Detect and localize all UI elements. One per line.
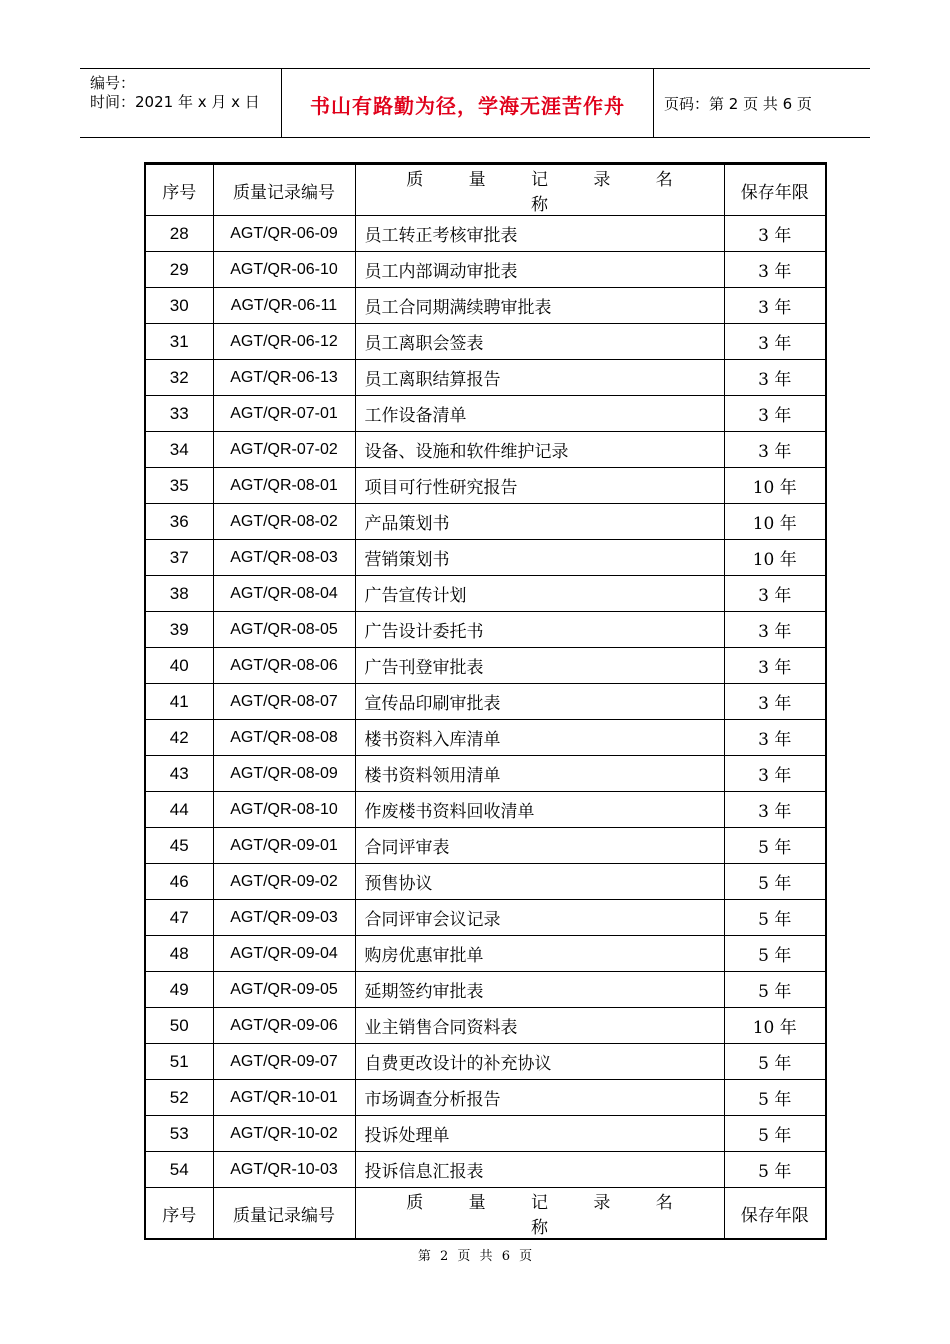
record-name: 产品策划书 [355, 504, 724, 540]
table-row [145, 648, 826, 684]
table-row [145, 576, 826, 612]
record-code: AGT/QR-10-02 [213, 1116, 355, 1152]
row-number: 28 [145, 216, 213, 252]
retention-period: 3 年 [724, 648, 826, 684]
record-name: 工作设备清单 [355, 396, 724, 432]
record-code: AGT/QR-09-05 [213, 972, 355, 1008]
row-number: 32 [145, 360, 213, 396]
record-name: 营销策划书 [355, 540, 724, 576]
row-number: 47 [145, 900, 213, 936]
retention-period: 5 年 [724, 972, 826, 1008]
record-code: AGT/QR-09-02 [213, 864, 355, 900]
header-page-number: 页码：第 2 页 共 6 页 [664, 94, 812, 113]
table-row [145, 1116, 826, 1152]
record-code: AGT/QR-09-03 [213, 900, 355, 936]
record-name: 业主销售合同资料表 [355, 1008, 724, 1044]
record-code: AGT/QR-10-01 [213, 1080, 355, 1116]
record-code: AGT/QR-08-07 [213, 684, 355, 720]
table-header-row [145, 164, 826, 216]
record-name: 宣传品印刷审批表 [355, 684, 724, 720]
retention-period: 3 年 [724, 324, 826, 360]
record-name: 市场调查分析报告 [355, 1080, 724, 1116]
table-row [145, 252, 826, 288]
slogan-text: 书山有路勤为径，学海无涯苦作舟 [310, 93, 625, 118]
retention-period: 3 年 [724, 720, 826, 756]
record-name: 员工内部调动审批表 [355, 252, 724, 288]
row-number: 36 [145, 504, 213, 540]
header-name: 质 量 记 录 名 称 [355, 164, 724, 216]
header-slogan [282, 69, 654, 137]
header-name: 质 量 记 录 名 称 [355, 1188, 724, 1240]
record-code: AGT/QR-08-03 [213, 540, 355, 576]
page-header [80, 68, 870, 138]
record-name: 广告刊登审批表 [355, 648, 724, 684]
retention-period: 3 年 [724, 216, 826, 252]
table-row [145, 396, 826, 432]
table-row [145, 1008, 826, 1044]
record-name: 员工离职结算报告 [355, 360, 724, 396]
table-row [145, 900, 826, 936]
table-row [145, 1044, 826, 1080]
table-row [145, 540, 826, 576]
row-number: 49 [145, 972, 213, 1008]
retention-period: 10 年 [724, 504, 826, 540]
row-number: 41 [145, 684, 213, 720]
row-number: 52 [145, 1080, 213, 1116]
row-number: 51 [145, 1044, 213, 1080]
table-row [145, 684, 826, 720]
table-header-row [145, 1188, 826, 1240]
row-number: 39 [145, 612, 213, 648]
record-name: 预售协议 [355, 864, 724, 900]
record-code: AGT/QR-08-05 [213, 612, 355, 648]
record-name: 楼书资料入库清单 [355, 720, 724, 756]
record-name: 合同评审会议记录 [355, 900, 724, 936]
record-name: 投诉信息汇报表 [355, 1152, 724, 1188]
table-row [145, 216, 826, 252]
table-body [145, 164, 826, 1240]
table-row [145, 360, 826, 396]
retention-period: 3 年 [724, 684, 826, 720]
row-number: 30 [145, 288, 213, 324]
retention-period: 10 年 [724, 1008, 826, 1044]
table-row [145, 792, 826, 828]
record-name: 项目可行性研究报告 [355, 468, 724, 504]
table-row [145, 1152, 826, 1188]
record-code: AGT/QR-08-02 [213, 504, 355, 540]
retention-period: 3 年 [724, 576, 826, 612]
retention-period: 10 年 [724, 540, 826, 576]
retention-period: 5 年 [724, 864, 826, 900]
row-number: 42 [145, 720, 213, 756]
quality-records-table [144, 162, 827, 1240]
row-number: 48 [145, 936, 213, 972]
retention-period: 5 年 [724, 1044, 826, 1080]
retention-period: 5 年 [724, 1152, 826, 1188]
header-no: 序号 [145, 1188, 213, 1240]
record-code: AGT/QR-09-06 [213, 1008, 355, 1044]
row-number: 35 [145, 468, 213, 504]
retention-period: 3 年 [724, 360, 826, 396]
record-code: AGT/QR-09-01 [213, 828, 355, 864]
row-number: 43 [145, 756, 213, 792]
table-row [145, 288, 826, 324]
retention-period: 3 年 [724, 792, 826, 828]
row-number: 50 [145, 1008, 213, 1044]
header-period: 保存年限 [724, 1188, 826, 1240]
record-code: AGT/QR-08-01 [213, 468, 355, 504]
time-label: 时间：2021 年 x 月 x 日 [90, 93, 260, 111]
record-name: 自费更改设计的补充协议 [355, 1044, 724, 1080]
record-name: 员工转正考核审批表 [355, 216, 724, 252]
table-row [145, 612, 826, 648]
record-code: AGT/QR-09-07 [213, 1044, 355, 1080]
header-code: 质量记录编号 [213, 1188, 355, 1240]
record-name: 员工合同期满续聘审批表 [355, 288, 724, 324]
row-number: 40 [145, 648, 213, 684]
row-number: 33 [145, 396, 213, 432]
row-number: 44 [145, 792, 213, 828]
record-code: AGT/QR-08-04 [213, 576, 355, 612]
record-code: AGT/QR-06-13 [213, 360, 355, 396]
table-row [145, 432, 826, 468]
record-code: AGT/QR-09-04 [213, 936, 355, 972]
record-code: AGT/QR-08-08 [213, 720, 355, 756]
record-name: 延期签约审批表 [355, 972, 724, 1008]
record-code: AGT/QR-06-12 [213, 324, 355, 360]
record-code: AGT/QR-06-09 [213, 216, 355, 252]
table-row [145, 504, 826, 540]
record-code: AGT/QR-08-06 [213, 648, 355, 684]
table-row [145, 1080, 826, 1116]
retention-period: 3 年 [724, 612, 826, 648]
table-row [145, 468, 826, 504]
retention-period: 10 年 [724, 468, 826, 504]
row-number: 29 [145, 252, 213, 288]
table-row [145, 864, 826, 900]
code-label: 编号： [90, 74, 136, 92]
record-name: 作废楼书资料回收清单 [355, 792, 724, 828]
record-code: AGT/QR-10-03 [213, 1152, 355, 1188]
table-row [145, 828, 826, 864]
row-number: 45 [145, 828, 213, 864]
record-code: AGT/QR-08-10 [213, 792, 355, 828]
row-number: 34 [145, 432, 213, 468]
record-name: 购房优惠审批单 [355, 936, 724, 972]
header-meta [80, 69, 282, 137]
record-code: AGT/QR-08-09 [213, 756, 355, 792]
header-code: 质量记录编号 [213, 164, 355, 216]
record-name: 设备、设施和软件维护记录 [355, 432, 724, 468]
retention-period: 5 年 [724, 828, 826, 864]
header-no: 序号 [145, 164, 213, 216]
table-row [145, 972, 826, 1008]
header-period: 保存年限 [724, 164, 826, 216]
retention-period: 3 年 [724, 252, 826, 288]
row-number: 46 [145, 864, 213, 900]
record-name: 合同评审表 [355, 828, 724, 864]
row-number: 31 [145, 324, 213, 360]
record-code: AGT/QR-06-10 [213, 252, 355, 288]
table-row [145, 756, 826, 792]
record-name: 员工离职会签表 [355, 324, 724, 360]
retention-period: 3 年 [724, 396, 826, 432]
retention-period: 5 年 [724, 1080, 826, 1116]
row-number: 53 [145, 1116, 213, 1152]
retention-period: 5 年 [724, 1116, 826, 1152]
record-name: 投诉处理单 [355, 1116, 724, 1152]
page-footer: 第 2 页 共 6 页 [417, 1249, 533, 1264]
table-row [145, 936, 826, 972]
row-number: 38 [145, 576, 213, 612]
record-code: AGT/QR-07-02 [213, 432, 355, 468]
retention-period: 5 年 [724, 900, 826, 936]
table-row [145, 324, 826, 360]
retention-period: 3 年 [724, 432, 826, 468]
record-name: 广告宣传计划 [355, 576, 724, 612]
retention-period: 3 年 [724, 288, 826, 324]
record-code: AGT/QR-07-01 [213, 396, 355, 432]
record-name: 楼书资料领用清单 [355, 756, 724, 792]
table-row [145, 720, 826, 756]
retention-period: 3 年 [724, 756, 826, 792]
record-code: AGT/QR-06-11 [213, 288, 355, 324]
retention-period: 5 年 [724, 936, 826, 972]
row-number: 37 [145, 540, 213, 576]
row-number: 54 [145, 1152, 213, 1188]
record-name: 广告设计委托书 [355, 612, 724, 648]
